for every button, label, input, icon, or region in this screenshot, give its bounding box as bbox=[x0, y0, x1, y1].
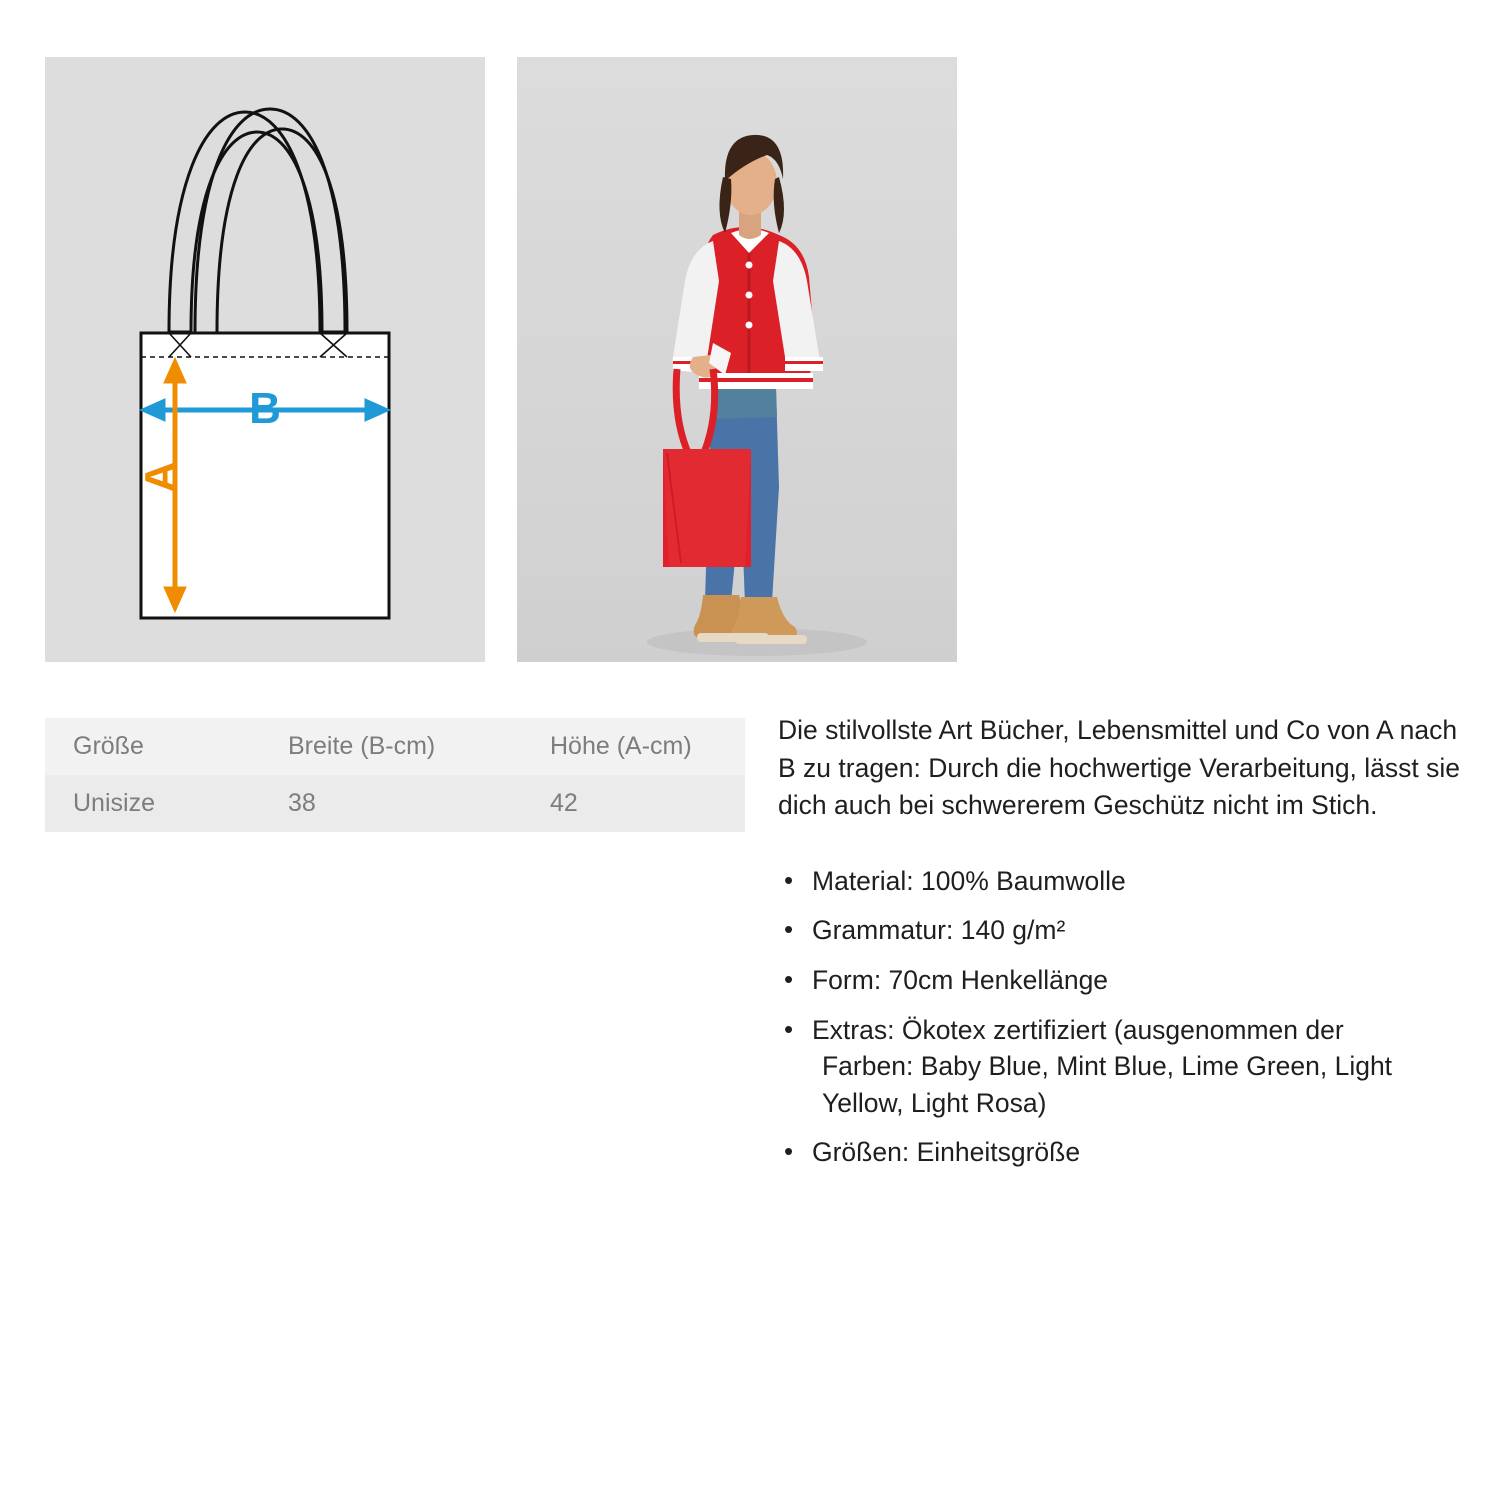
diagram-label-a: A bbox=[136, 461, 185, 493]
table-header-row bbox=[45, 718, 745, 775]
product-feature-list bbox=[778, 863, 1468, 1171]
list-item bbox=[778, 1012, 1468, 1122]
feature-text: Material: 100% Baumwolle bbox=[812, 865, 1126, 896]
table-header-cell: Höhe (A-cm) bbox=[550, 732, 692, 760]
product-description bbox=[778, 712, 1468, 1184]
table-cell-size: Unisize bbox=[73, 789, 155, 817]
list-item bbox=[778, 962, 1468, 999]
size-table bbox=[45, 718, 745, 832]
feature-text: Extras: Ökotex zertifiziert (ausgenommen der bbox=[812, 1014, 1344, 1045]
model-photo-image bbox=[517, 57, 957, 662]
product-images-row bbox=[45, 57, 957, 662]
table-cell-height: 42 bbox=[550, 789, 578, 817]
table-row bbox=[45, 775, 745, 832]
feature-text: Form: 70cm Henkellänge bbox=[812, 965, 1109, 995]
list-item bbox=[778, 912, 1468, 949]
table-header-cell: Größe bbox=[73, 732, 144, 760]
feature-text: Grammatur: 140 g/m² bbox=[812, 915, 1066, 946]
table-cell-width: 38 bbox=[288, 789, 316, 817]
feature-text: Größen: Einheitsgröße bbox=[812, 1137, 1081, 1168]
description-paragraph: Die stilvollste Art Bücher, Lebensmittel und Co von A nach B zu tragen: Durch die hochwertige Verarbeitung, lässt sie dich auch bei schwererem Geschütz nicht im Stich. bbox=[778, 715, 1461, 821]
list-item bbox=[778, 863, 1468, 900]
list-item bbox=[778, 1134, 1468, 1171]
tote-bag-diagram-svg bbox=[45, 57, 485, 662]
diagram-label-b: B bbox=[249, 384, 281, 433]
feature-text-continued: Farben: Baby Blue, Mint Blue, Lime Green, Light Yellow, Light Rosa) bbox=[822, 1051, 1393, 1118]
model-photo-svg bbox=[517, 57, 957, 662]
table-header-cell: Breite (B-cm) bbox=[288, 732, 436, 760]
size-diagram-image bbox=[45, 57, 485, 662]
